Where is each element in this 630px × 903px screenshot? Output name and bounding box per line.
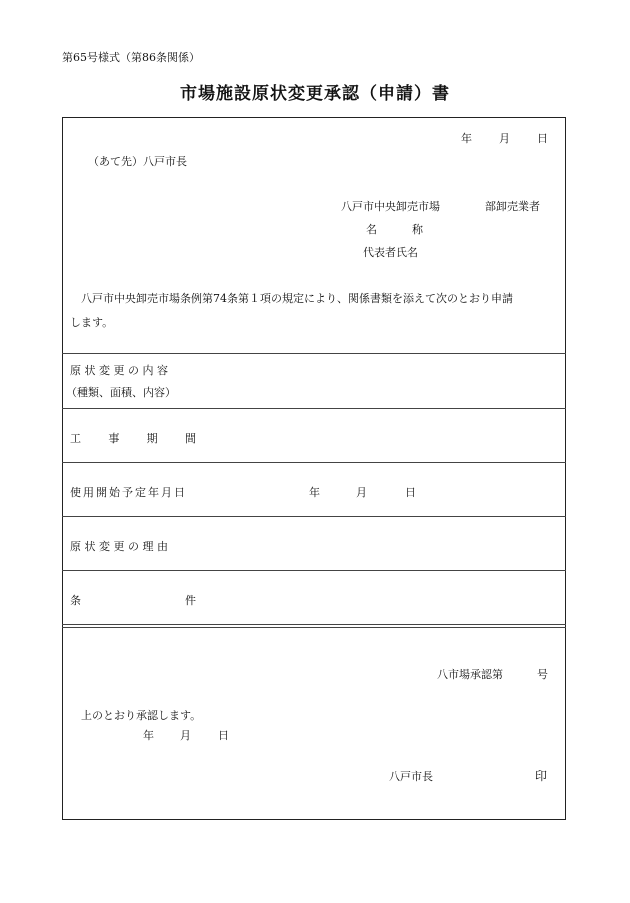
form-number: 第65号様式（第86条関係） <box>62 51 200 64</box>
approver-title: 八戸市長 <box>389 770 433 783</box>
approval-day-label: 日 <box>218 729 229 742</box>
approval-number-prefix: 八市場承認第 <box>437 668 503 681</box>
construction-period-char: 工 <box>70 432 81 445</box>
construction-period-char: 間 <box>184 432 196 445</box>
date-day-label: 日 <box>537 132 548 145</box>
name-label-char-1: 名 <box>366 223 377 236</box>
approval-year-label: 年 <box>143 729 154 742</box>
start-year-label: 年 <box>309 486 320 499</box>
change-content-label: 原 状 変 更 の 内 容 <box>70 364 168 377</box>
approval-number-suffix: 号 <box>537 668 548 681</box>
seal-mark: 印 <box>535 769 548 783</box>
approval-month-label: 月 <box>180 729 191 742</box>
row-divider <box>62 353 566 354</box>
row-divider <box>62 624 566 625</box>
row-divider <box>62 570 566 571</box>
conditions-char: 件 <box>185 594 196 607</box>
change-content-sublabel: （種類、面積、内容） <box>66 386 176 399</box>
addressee: （あて先）八戸市長 <box>88 155 187 168</box>
construction-period-char: 事 <box>108 432 120 445</box>
conditions-label <box>70 592 196 608</box>
business-type: 部卸売業者 <box>485 200 540 213</box>
construction-period-label <box>70 430 196 446</box>
construction-period-char: 期 <box>146 432 158 445</box>
approval-text: 上のとおり承認します。 <box>81 709 202 722</box>
start-date-label: 使用開始予定年月日 <box>70 486 187 499</box>
row-divider <box>62 462 566 463</box>
date-month-label: 月 <box>499 132 510 145</box>
conditions-char: 条 <box>70 594 81 607</box>
change-reason-label: 原 状 変 更 の 理 由 <box>70 540 168 553</box>
market-name: 八戸市中央卸売市場 <box>341 200 440 213</box>
row-divider <box>62 408 566 409</box>
date-year-label: 年 <box>461 132 472 145</box>
name-label-char-2: 称 <box>412 223 423 236</box>
row-divider <box>62 516 566 517</box>
start-day-label: 日 <box>405 486 416 499</box>
representative-label: 代表者氏名 <box>363 246 418 259</box>
start-month-label: 月 <box>356 486 367 499</box>
row-divider-double <box>62 627 566 628</box>
page-title: 市場施設原状変更承認（申請）書 <box>180 84 450 104</box>
application-body-line-1: 八戸市中央卸売市場条例第74条第１項の規定により、関係書類を添えて次のとおり申請 <box>81 292 513 305</box>
application-body-line-2: します。 <box>70 316 114 329</box>
